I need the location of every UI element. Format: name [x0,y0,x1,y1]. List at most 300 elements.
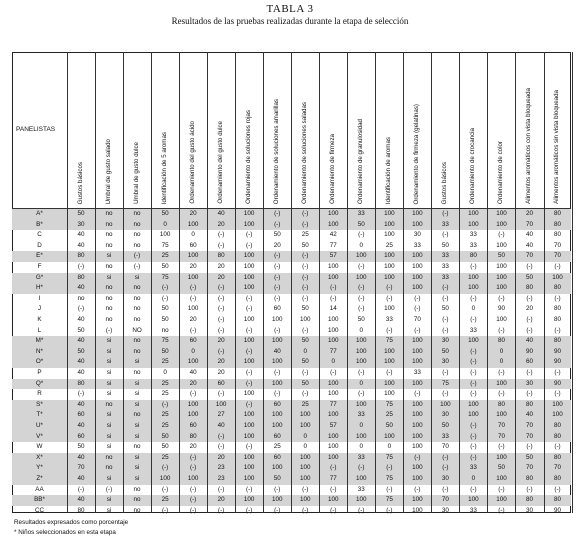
table-cell: 0 [499,347,504,355]
table-cell: 50 [301,358,309,366]
table-cell: (-) [246,326,253,334]
table-cell: 100 [496,496,507,504]
table-cell: 20 [217,220,225,228]
table-cell: (-) [330,294,337,302]
table-cell: 100 [215,400,227,408]
table-cell: no [133,496,141,504]
table-cell: si [106,347,112,355]
table-cell: 40 [77,337,85,345]
table-cell: 75 [161,337,169,345]
table-cell: 100 [356,400,367,408]
table-cell: (-) [189,294,197,302]
table-cell: (-) [218,432,225,440]
table-cell: 100 [468,220,479,228]
table-cell: 100 [271,496,283,504]
table-cell: 33 [469,231,477,239]
table-cell: 90 [525,347,533,355]
table-cell: (-) [302,273,309,281]
table-cell: (-) [442,231,449,239]
table-cell: 100 [412,284,423,292]
column-header [238,56,260,204]
table-cell: 0 [471,475,476,482]
table-cell: no [133,220,141,228]
table-cell: (-) [470,443,477,451]
column-divider [347,52,348,513]
table-cell: (-) [414,453,421,461]
column-header-label: Identificación de aromas [385,136,393,204]
table-cell: 100 [299,464,311,472]
table-cell: 75 [385,400,393,408]
table-cell: (-) [246,443,253,451]
table-cell: 100 [187,475,199,482]
table-cell: si [106,358,112,366]
column-header [490,56,512,204]
table-cell: 100 [384,210,395,217]
table-cell: no [105,284,113,292]
table-cell: 100 [271,464,283,472]
table-cell: 25 [161,453,169,461]
table-cell: 70 [441,496,449,504]
table-cell: 100 [243,422,255,429]
table-cell: 77 [329,347,337,355]
table-cell: 75 [385,337,393,345]
table-cell: (-) [302,284,309,292]
table-cell: (-) [77,305,85,313]
table-cell: (-) [302,220,309,228]
table-cell: 75 [385,496,393,504]
header-divider [12,208,571,209]
table-cell: 100 [552,400,563,408]
table-cell: 25 [301,231,309,239]
panelist-name: A* [36,210,43,217]
table-cell: 100 [468,210,479,217]
column-header [126,56,148,204]
table-cell: (-) [554,369,561,376]
table-cell: 100 [243,273,255,281]
table-cell: si [134,453,140,461]
column-header-label: Ordenamiento de granulosidad [357,119,365,204]
table-cell: no [105,220,113,228]
table-cell: 100 [328,432,339,440]
table-cell: 100 [468,284,479,292]
table-cell: (-) [246,369,253,376]
table-cell: (-) [218,284,225,292]
table-cell: (-) [470,422,477,429]
table-cell: 80 [554,432,562,440]
table-cell: 100 [271,316,283,323]
table-cell: (-) [470,379,477,387]
table-cell: (-) [442,326,449,334]
table-cell: 80 [77,506,85,514]
column-header-label: Ordenamiento de firmeza (gelatinas) [413,103,421,204]
table-cell: no [105,231,113,239]
panelist-name: X* [36,453,43,461]
table-cell: 100 [412,422,423,429]
row-header: PANELISTAS [16,126,56,133]
table-cell: (-) [470,453,477,461]
table-cell: 80 [554,422,562,429]
table-cell: 20 [217,337,225,345]
table-cell: 100 [384,220,395,228]
table-cell: 100 [412,252,423,260]
table-cell: (-) [470,358,477,366]
table-cell: (-) [274,485,281,493]
table-cell: 100 [496,316,507,323]
table-cell: 100 [384,432,395,440]
table-cell: 50 [273,231,281,239]
table-cell: 60 [273,432,281,440]
table-cell: (-) [246,231,253,239]
table-cell: (-) [386,294,393,302]
table-cell: (-) [161,506,169,514]
panelist-name: K [37,316,42,323]
table-cell: 60 [77,432,85,440]
table-cell: 100 [356,337,367,345]
table-cell: (-) [246,347,253,355]
table-cell: (-) [189,326,197,334]
column-header [210,56,232,204]
table-cell: 100 [412,358,423,366]
table-cell: (-) [386,506,393,514]
column-header [294,56,316,204]
table-cell: 70 [525,220,533,228]
table-cell: 100 [243,496,255,504]
table-cell: (-) [77,485,85,493]
table-cell: 0 [303,443,307,451]
table-cell: (-) [246,400,253,408]
table-cell: 100 [187,358,199,366]
table-cell: 33 [441,273,449,281]
table-cell: 50 [525,453,533,461]
table-cell: no [133,485,141,493]
panelist-name: L [37,326,42,334]
table-cell: 75 [161,273,169,281]
column-divider [95,52,96,513]
table-cell: 0 [359,422,364,429]
table-cell: 100 [412,379,423,387]
table-cell: 70 [525,252,533,260]
column-divider [67,52,68,513]
table-cell: (-) [554,263,561,270]
table-cell: si [106,475,112,482]
table-cell: (-) [526,316,533,323]
table-cell: 80 [554,220,562,228]
table-cell: 50 [357,316,365,323]
table-cell: 60 [273,453,281,461]
table-cell: (-) [470,369,477,376]
table-cell: 40 [77,422,85,429]
table-cell: 25 [161,390,169,398]
table-cell: 100 [243,210,255,217]
table-cell: (-) [414,485,421,493]
table-cell: (-) [386,326,393,334]
table-cell: si [106,337,112,345]
table-cell: no [105,241,113,249]
table-cell: (-) [218,316,225,323]
table-cell: (-) [246,294,253,302]
table-cell: 20 [217,358,225,366]
table-cell: (-) [77,263,85,270]
panelist-name: Q* [35,379,44,387]
table-cell: (-) [189,284,197,292]
table-cell: 33 [413,241,421,249]
table-cell: (-) [161,464,169,472]
table-cell: 100 [271,358,283,366]
table-cell: (-) [358,231,365,239]
table-cell: si [106,411,112,419]
table-cell: 77 [329,241,337,249]
table-cell: 100 [187,305,199,313]
table-cell: no [105,294,113,302]
table-cell: 80 [77,273,85,281]
column-divider [544,52,545,513]
table-cell: 100 [243,390,255,398]
table-cell: 0 [471,305,476,313]
table-cell: no [133,316,141,323]
table-cell: 100 [412,411,423,419]
table-cell: si [134,273,140,281]
table-cell: 50 [357,220,365,228]
table-cell: 100 [243,453,255,461]
table-cell: 100 [271,337,283,345]
table-cell: (-) [358,305,365,313]
table-cell: 70 [554,252,562,260]
table-cell: 20 [217,496,225,504]
table-cell: 80 [554,284,562,292]
table-cell: 80 [554,305,562,313]
table-cell: 40 [77,231,85,239]
table-cell: 80 [525,475,533,482]
table-cell: 40 [77,453,85,461]
table-cell: (-) [302,210,309,217]
table-cell: 0 [359,326,364,334]
table-cell: 0 [359,443,364,451]
table-cell: (-) [442,316,449,323]
table-cell: (-) [218,231,225,239]
table-cell: 100 [299,316,311,323]
table-cell: 100 [412,432,423,440]
table-cell: si [134,475,140,482]
table-cell: 20 [525,305,533,313]
table-cell: (-) [274,263,281,270]
table-cell: 30 [441,337,449,345]
table-cell: 100 [496,220,507,228]
table-cell: 100 [328,453,339,461]
table-cell: 30 [441,411,449,419]
panelist-name: U* [36,422,43,429]
table-cell: 100 [412,443,423,451]
table-cell: (-) [189,453,197,461]
table-cell: 70 [77,464,85,472]
table-cell: (-) [274,220,281,228]
table-cell: (-) [554,485,561,493]
table-cell: (-) [218,485,225,493]
table-cell: 100 [159,231,171,239]
panelist-name: V* [36,432,43,440]
table-cell: (-) [246,305,253,313]
table-cell: 100 [299,453,311,461]
table-cell: (-) [189,485,197,493]
table-cell: si [134,464,140,472]
table-cell: 100 [243,263,255,270]
panelist-name: J [37,305,42,313]
table-cell: 60 [273,400,281,408]
table-cell: (-) [218,305,225,313]
table-cell: 60 [189,422,197,429]
table-cell: 80 [554,475,562,482]
column-header [378,56,400,204]
table-cell: 30 [441,506,449,514]
table-cell: 40 [525,231,533,239]
table-cell: si [106,369,112,376]
table-cell: no [161,326,169,334]
table-cell: 50 [161,443,169,451]
table-cell: 23 [217,475,225,482]
table-cell: 80 [554,210,562,217]
table-cell: (-) [554,326,561,334]
table-cell: (-) [274,390,281,398]
table-cell: 100 [271,379,283,387]
column-header-label: Umbral de gusto salado [104,138,112,204]
table-cell: 80 [469,252,477,260]
table-cell: (-) [386,485,393,493]
table-cell: 100 [187,220,199,228]
table-cell: 70 [525,464,533,472]
table-cell: (-) [470,263,477,270]
table-cell: 40 [525,241,533,249]
table-cell: 80 [77,252,85,260]
table-cell: 50 [161,263,169,270]
table-cell: (-) [386,284,393,292]
table-cell: 100 [328,273,339,281]
table-cell: si [134,432,140,440]
table-cell: 30 [413,231,421,239]
table-cell: (-) [414,294,421,302]
table-cell: 80 [497,337,505,345]
table-cell: 70 [554,464,562,472]
panelist-name: B* [36,220,43,228]
table-cell: (-) [189,506,197,514]
table-cell: (-) [358,369,365,376]
panelist-name: Z* [36,475,43,482]
table-cell: 100 [159,475,171,482]
table-cell: (-) [526,390,533,398]
table-cell: 100 [187,411,199,419]
table-cell: 80 [217,252,225,260]
column-divider [235,52,236,513]
table-cell: no [77,294,85,302]
table-cell: 100 [496,210,507,217]
table-cell: 100 [468,337,479,345]
table-cell: NO [132,326,142,334]
table-cell: no [133,210,141,217]
table-cell: (-) [330,464,337,472]
column-header-label: Gustos básicos [441,161,449,204]
table-cell: (-) [189,496,197,504]
table-cell: (-) [161,485,169,493]
table-cell: 100 [328,263,339,270]
column-header [182,56,204,204]
table-cell: 100 [412,273,423,281]
table-cell: 75 [161,241,169,249]
table-cell: 33 [357,411,365,419]
table-cell: 100 [243,411,255,419]
table-cell: no [133,443,141,451]
table-cell: no [133,305,141,313]
table-cell: (-) [498,485,505,493]
table-cell: (-) [358,464,365,472]
table-cell: 100 [384,379,395,387]
table-cell: (-) [218,443,225,451]
table-cell: (-) [246,485,253,493]
table-cell: 50 [77,347,85,355]
table-cell: 50 [301,337,309,345]
table-cell: no [105,464,113,472]
column-header-label: Umbral de gusto dulce [132,142,140,204]
panelist-name: BB* [34,496,45,504]
table-cell: 42 [329,231,337,239]
table-cell: 100 [356,252,367,260]
table-cell: (-) [302,294,309,302]
table-cell: (-) [330,506,337,514]
table-cell: 100 [468,273,479,281]
table-cell: (-) [498,231,505,239]
table-cell: 100 [328,210,339,217]
table-cell: 50 [77,326,85,334]
table-cell: no [105,305,113,313]
table-cell: 75 [441,379,449,387]
table-cell: 100 [468,411,479,419]
table-cell: 100 [299,422,311,429]
table-cell: 33 [441,263,449,270]
panelist-name: C [37,231,42,239]
table-cell: 100 [328,316,339,323]
table-cell: (-) [526,443,533,451]
table-cell: si [106,422,112,429]
table-cell: si [106,273,112,281]
table-cell: 100 [412,464,423,472]
table-cell: 20 [217,369,225,376]
table-cell: (-) [274,284,281,292]
table-cell: 40 [217,422,225,429]
table-cell: 0 [387,443,392,451]
table-cell: si [106,252,112,260]
table-cell: 100 [356,347,367,355]
table-cell: si [134,422,140,429]
table-cell: (-) [498,294,505,302]
table-cell: 100 [356,273,367,281]
table-cell: (-) [470,316,477,323]
table-cell: 0 [191,231,195,239]
table-cell: (-) [470,390,477,398]
table-cell: 100 [412,347,423,355]
table-cell: 25 [161,379,169,387]
table-cell: 100 [496,263,507,270]
table-cell: 80 [189,432,197,440]
table-cell: 100 [496,273,507,281]
table-cell: 70 [413,316,421,323]
table-cell: (-) [414,326,421,334]
table-cell: (-) [274,252,281,260]
table-cell: (-) [442,464,449,472]
column-header-label: Ordenamiento de soluciones amarillas [273,98,281,204]
table-cell: 25 [161,422,169,429]
table-cell: 33 [357,485,365,493]
table-cell: 27 [217,411,225,419]
table-cell: 100 [496,241,507,249]
table-cell: 40 [77,496,85,504]
table-cell: 77 [329,475,337,482]
